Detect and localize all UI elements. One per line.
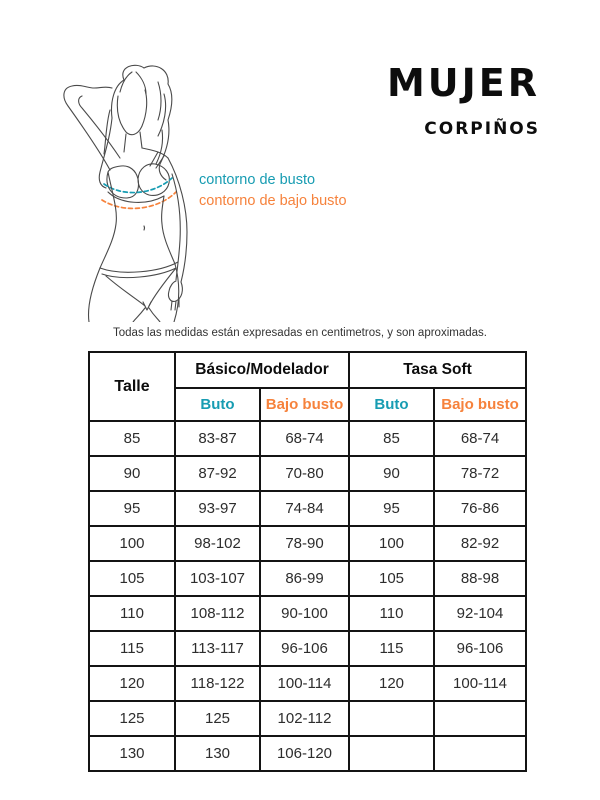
table-cell: 130 <box>89 736 175 771</box>
raised-arm-inner <box>79 96 120 158</box>
hair-strand-1 <box>158 82 161 120</box>
table-cell: 100 <box>89 526 175 561</box>
table-cell: 115 <box>89 631 175 666</box>
panty-v-left <box>106 276 145 306</box>
table-cell: 110 <box>349 596 434 631</box>
subheader-bm-bajo-busto: Bajo busto <box>260 388 349 421</box>
table-cell: 108-112 <box>175 596 260 631</box>
column-header-talle: Talle <box>89 352 175 421</box>
column-group-tasa-soft: Tasa Soft <box>349 352 526 388</box>
hair-right-outline <box>123 65 172 180</box>
table-cell: 70-80 <box>260 456 349 491</box>
table-cell: 130 <box>175 736 260 771</box>
table-row <box>89 421 526 456</box>
table-row <box>89 456 526 491</box>
hand <box>168 281 182 301</box>
table-cell: 102-112 <box>260 701 349 736</box>
leg-left-outer <box>88 268 100 322</box>
table-cell: 96-106 <box>434 631 526 666</box>
face-outline <box>117 90 146 135</box>
table-cell: 105 <box>349 561 434 596</box>
table-group-header-row <box>89 352 526 388</box>
table-cell: 120 <box>89 666 175 701</box>
table-cell: 98-102 <box>175 526 260 561</box>
bust-contour-label: contorno de busto <box>199 172 316 188</box>
table-cell: 88-98 <box>434 561 526 596</box>
table-cell: 90-100 <box>260 596 349 631</box>
leg-left-inner <box>133 308 145 322</box>
raised-arm-outer <box>64 85 112 170</box>
table-cell: 110 <box>89 596 175 631</box>
table-cell: 85 <box>349 421 434 456</box>
brand-block <box>386 61 540 139</box>
table-cell: 100-114 <box>434 666 526 701</box>
underbust-contour-label: contorno de bajo busto <box>199 193 347 209</box>
panty-waistband-inner <box>102 268 176 278</box>
neck-right <box>140 132 142 148</box>
torso-right <box>162 196 175 264</box>
table-cell <box>349 701 434 736</box>
table-cell: 68-74 <box>260 421 349 456</box>
subheader-ts-busto: Buto <box>349 388 434 421</box>
table-cell: 95 <box>89 491 175 526</box>
table-row <box>89 596 526 631</box>
measure-labels <box>199 170 347 212</box>
table-cell: 96-106 <box>260 631 349 666</box>
table-cell: 118-122 <box>175 666 260 701</box>
table-row <box>89 701 526 736</box>
table-cell: 103-107 <box>175 561 260 596</box>
table-row <box>89 631 526 666</box>
table-cell: 120 <box>349 666 434 701</box>
size-table <box>88 351 527 772</box>
table-cell: 105 <box>89 561 175 596</box>
table-row <box>89 561 526 596</box>
navel <box>144 226 145 230</box>
table-row <box>89 526 526 561</box>
panty-v-right <box>149 268 176 306</box>
table-cell: 125 <box>89 701 175 736</box>
size-table-body <box>89 421 526 771</box>
table-cell: 125 <box>175 701 260 736</box>
table-cell: 83-87 <box>175 421 260 456</box>
table-cell <box>434 701 526 736</box>
table-cell: 95 <box>349 491 434 526</box>
column-group-basico-modelador: Básico/Modelador <box>175 352 349 388</box>
table-cell: 82-92 <box>434 526 526 561</box>
table-cell: 92-104 <box>434 596 526 631</box>
table-cell: 86-99 <box>260 561 349 596</box>
table-row <box>89 491 526 526</box>
table-cell <box>349 736 434 771</box>
subheader-bm-busto: Buto <box>175 388 260 421</box>
table-cell: 93-97 <box>175 491 260 526</box>
table-cell: 115 <box>349 631 434 666</box>
table-row <box>89 666 526 701</box>
table-cell: 78-72 <box>434 456 526 491</box>
neck-left <box>124 134 126 152</box>
table-cell: 78-90 <box>260 526 349 561</box>
table-cell: 100-114 <box>260 666 349 701</box>
panty-waistband <box>100 262 178 272</box>
measurements-note: Todas las medidas están expresadas en centimetros, y son aproximadas. <box>113 327 487 339</box>
table-cell: 87-92 <box>175 456 260 491</box>
table-cell: 90 <box>89 456 175 491</box>
table-cell: 106-120 <box>260 736 349 771</box>
hair-part-right <box>136 72 146 94</box>
table-cell: 100 <box>349 526 434 561</box>
subheader-ts-bajo-busto: Bajo busto <box>434 388 526 421</box>
table-cell: 113-117 <box>175 631 260 666</box>
table-row <box>89 736 526 771</box>
table-cell: 85 <box>89 421 175 456</box>
page-title: MUJER <box>386 61 540 105</box>
table-cell: 74-84 <box>260 491 349 526</box>
table-cell <box>434 736 526 771</box>
table-cell: 68-74 <box>434 421 526 456</box>
leg-right-inner <box>149 308 160 322</box>
table-cell: 76-86 <box>434 491 526 526</box>
table-cell: 90 <box>349 456 434 491</box>
page-subtitle: CORPIÑOS <box>424 119 540 139</box>
